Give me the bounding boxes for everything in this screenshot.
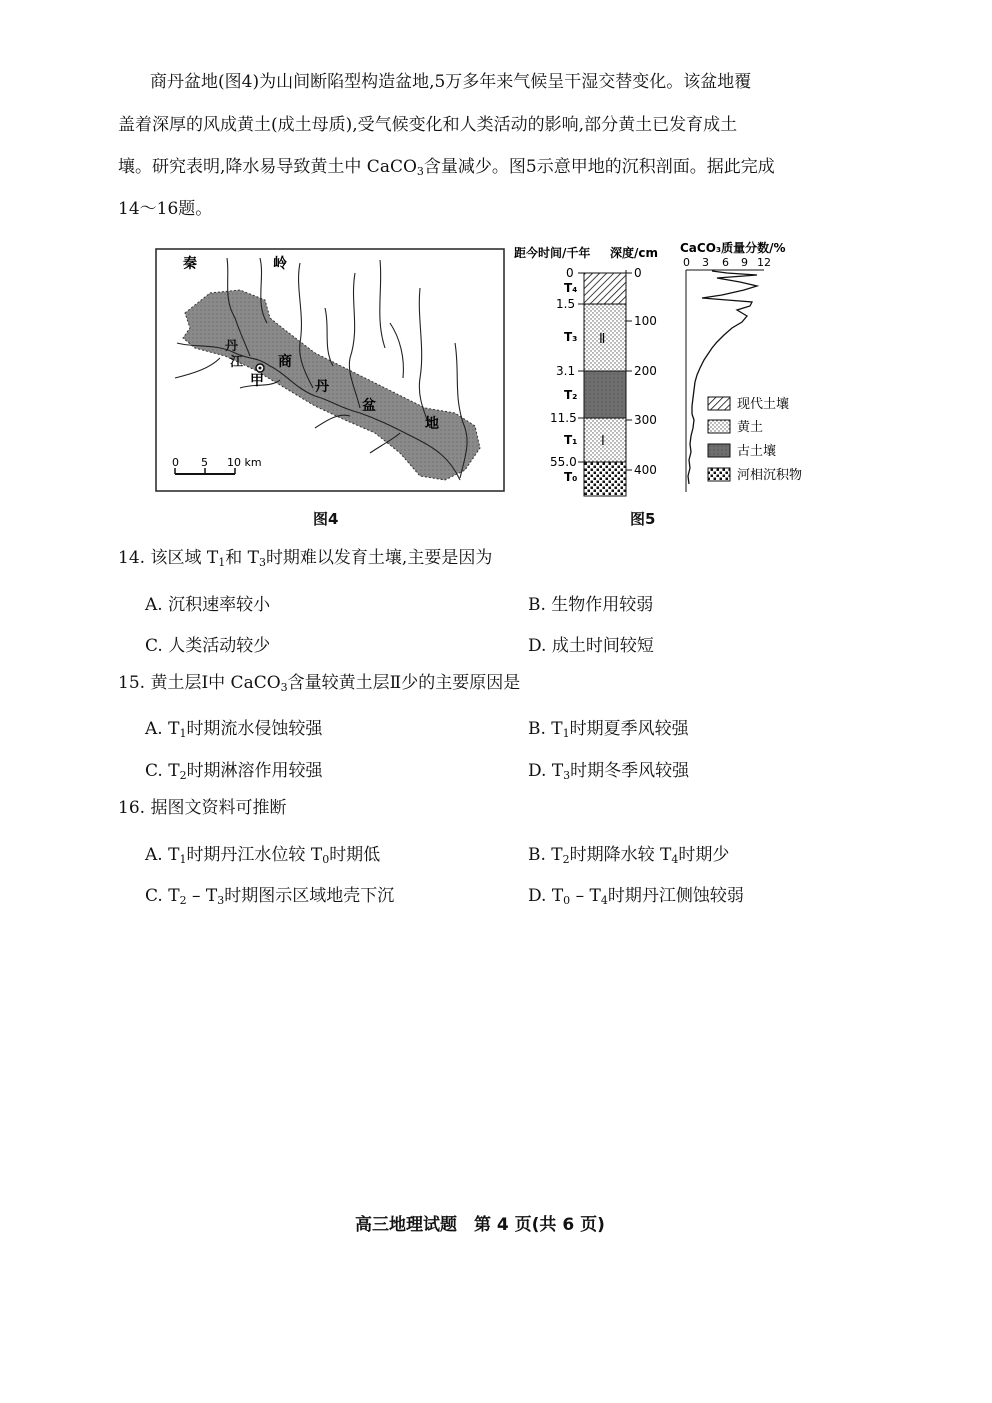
layer-paleosol — [584, 371, 626, 418]
svg-text:400: 400 — [634, 463, 657, 477]
svg-text:0: 0 — [683, 256, 690, 269]
passage-line-4: 14～16题。 — [118, 199, 213, 219]
passage-line-2: 盖着深厚的风成黄土(成土母质),受气候变化和人类活动的影响,部分黄土已发育成土 — [118, 115, 738, 135]
label-jiang: 江 — [230, 355, 244, 370]
q14-option-a[interactable]: A. 沉积速率较小 — [145, 595, 271, 615]
figure4-map — [155, 248, 505, 494]
q16-option-c[interactable]: C. $T_2 - T_3$时期图示区域地壳下沉 — [145, 886, 395, 907]
passage-line-1: 商丹盆地(图4)为山间断陷型构造盆地,5万多年来气候呈干湿交替变化。该盆地覆 — [150, 72, 752, 92]
figure5-profile — [512, 240, 822, 502]
svg-text:9: 9 — [741, 256, 748, 269]
svg-text:11.5: 11.5 — [550, 411, 577, 425]
depth-ticks — [634, 266, 657, 477]
page-footer: 高三地理试题 第 4 页(共 6 页) — [355, 1215, 605, 1235]
svg-text:6: 6 — [722, 256, 729, 269]
q14-option-c[interactable]: C. 人类活动较少 — [145, 636, 271, 656]
svg-text:3: 3 — [702, 256, 709, 269]
svg-text:T₀: T₀ — [564, 470, 578, 484]
svg-text:3.1: 3.1 — [556, 364, 576, 378]
svg-text:0: 0 — [634, 266, 642, 280]
label-jia: 甲 — [250, 373, 264, 389]
svg-text:0: 0 — [172, 456, 179, 469]
q16-option-b[interactable]: B. $T_2$时期降水较 $T_4$时期少 — [528, 845, 730, 866]
label-dan2: 丹 — [315, 379, 329, 395]
svg-text:0: 0 — [566, 266, 574, 280]
caco3-header: CaCO₃质量分数/% — [680, 241, 786, 255]
layer-loess-I — [584, 418, 626, 462]
svg-text:10 km: 10 km — [227, 456, 262, 469]
caco3-ticks — [683, 256, 771, 269]
label-dan: 丹 — [225, 339, 239, 354]
label-ling: 岭 — [273, 256, 287, 272]
q15-stem: 15. 黄土层Ⅰ中 CaCO$_3$含量较黄土层Ⅱ少的主要原因是 — [118, 673, 521, 694]
legend-fluvial: 河相沉积物 — [737, 468, 803, 483]
label-pen: 盆 — [362, 398, 376, 414]
q14-stem: 14. 该区域 $T_1$和 $T_3$时期难以发育土壤,主要是因为 — [118, 548, 493, 569]
svg-text:12: 12 — [757, 256, 771, 269]
svg-text:T₁: T₁ — [564, 433, 578, 447]
q14-option-d[interactable]: D. 成土时间较短 — [528, 636, 654, 656]
q14-option-b[interactable]: B. 生物作用较弱 — [528, 595, 654, 615]
q15-option-a[interactable]: A. $T_1$时期流水侵蚀较强 — [145, 719, 323, 740]
label-qin: 秦 — [183, 256, 197, 272]
svg-text:T₂: T₂ — [564, 388, 578, 402]
legend-loess: 黄土 — [737, 420, 764, 435]
svg-text:T₄: T₄ — [564, 281, 578, 295]
svg-text:300: 300 — [634, 413, 657, 427]
figure4-caption: 图4 — [313, 510, 339, 528]
svg-text:T₃: T₃ — [564, 330, 578, 344]
layer-fluvial — [584, 462, 626, 496]
legend — [708, 396, 802, 483]
label-di: 地 — [425, 416, 439, 432]
depth-header: 深度/cm — [610, 246, 659, 260]
passage-line-3: 壤。研究表明,降水易导致黄土中 CaCO$_3$含量减少。图5示意甲地的沉积剖面。据此完成 — [118, 157, 775, 178]
period-labels — [564, 281, 577, 484]
q16-option-a[interactable]: A. $T_1$时期丹江水位较 $T_0$时期低 — [145, 845, 381, 866]
layer-modern-soil — [584, 273, 626, 304]
q16-option-d[interactable]: D. $T_0 - T_4$时期丹江侧蚀较弱 — [528, 886, 744, 907]
q15-option-d[interactable]: D. $T_3$时期冬季风较强 — [528, 761, 690, 782]
roman-II: Ⅱ — [599, 332, 606, 347]
svg-text:200: 200 — [634, 364, 657, 378]
legend-modern-soil: 现代土壤 — [737, 397, 790, 412]
q15-option-b[interactable]: B. $T_1$时期夏季风较强 — [528, 719, 689, 740]
svg-text:5: 5 — [201, 456, 208, 469]
svg-text:100: 100 — [634, 314, 657, 328]
legend-paleosol: 古土壤 — [737, 444, 777, 459]
time-header: 距今时间/千年 — [514, 246, 591, 260]
svg-text:1.5: 1.5 — [556, 297, 576, 311]
figure5-caption: 图5 — [630, 510, 656, 528]
q15-option-c[interactable]: C. $T_2$时期淋溶作用较强 — [145, 761, 323, 782]
q16-stem: 16. 据图文资料可推断 — [118, 798, 287, 818]
label-shang: 商 — [278, 354, 292, 370]
roman-I: Ⅰ — [601, 434, 605, 449]
svg-text:55.0: 55.0 — [550, 455, 577, 469]
